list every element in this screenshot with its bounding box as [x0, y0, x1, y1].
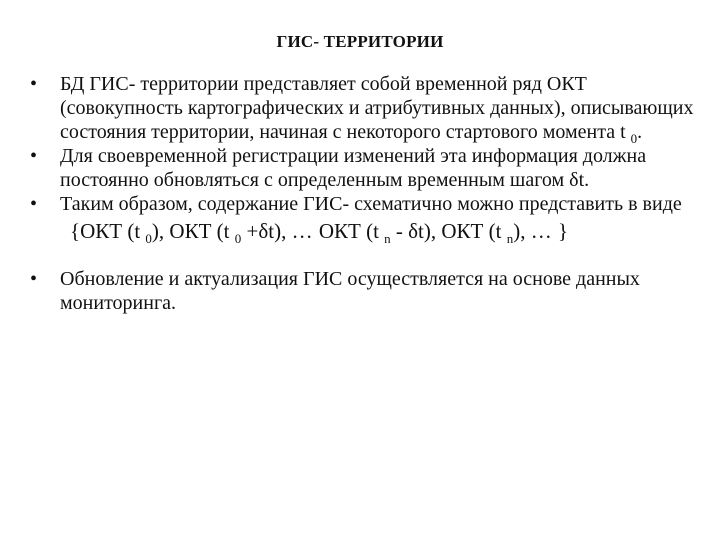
formula-okt-series: [60, 218, 700, 244]
formula-part: ),: [513, 219, 531, 243]
bullet-marker: •: [30, 73, 38, 95]
slide-title: ГИС- ТЕРРИТОРИИ: [276, 32, 444, 51]
bullet-text-period: .: [637, 121, 643, 143]
bullet-item-db-description: [30, 72, 700, 144]
bullet-marker: •: [30, 268, 38, 290]
formula-subscript: 0: [145, 231, 152, 246]
formula-part: {ОКТ (t: [70, 219, 146, 243]
bullet-text: [60, 72, 700, 144]
formula-subscript: n: [506, 231, 514, 246]
formula-part: +δt),: [241, 219, 292, 243]
bullet-marker: •: [30, 145, 38, 167]
formula-part: ОКТ (t: [313, 219, 385, 243]
bullet-marker: •: [30, 193, 38, 215]
formula-part: - δt), ОКТ (t: [390, 219, 507, 243]
bullet-text-main: БД ГИС- территории представляет собой временной ряд ОКТ (совокупность картографических и атрибутивных данных), описывающих состояния территории, начиная с некоторого стартового момента t: [60, 73, 694, 143]
bullet-item-monitoring: [30, 267, 700, 315]
formula-part: ), ОКТ (t: [151, 219, 235, 243]
bullet-text: Для своевременной регистрации изменений эта информация должна постоянно обновляться с определенным временным шагом δt.: [60, 145, 647, 191]
bullet-list: [30, 72, 700, 315]
bullet-item-schematic: [30, 192, 700, 244]
subscript-zero: 0: [630, 131, 638, 146]
formula-subscript: 0: [234, 231, 242, 246]
bullet-item-update-step: [30, 144, 700, 192]
formula-ellipsis: …: [291, 219, 314, 243]
formula-ellipsis: …: [530, 219, 553, 243]
formula-subscript: n: [384, 231, 391, 246]
bullet-text: Обновление и актуализация ГИС осуществляется на основе данных мониторинга.: [60, 268, 640, 314]
formula-part: }: [552, 219, 569, 243]
bullet-text: Таким образом, содержание ГИС- схематично можно представить в виде: [60, 193, 682, 215]
